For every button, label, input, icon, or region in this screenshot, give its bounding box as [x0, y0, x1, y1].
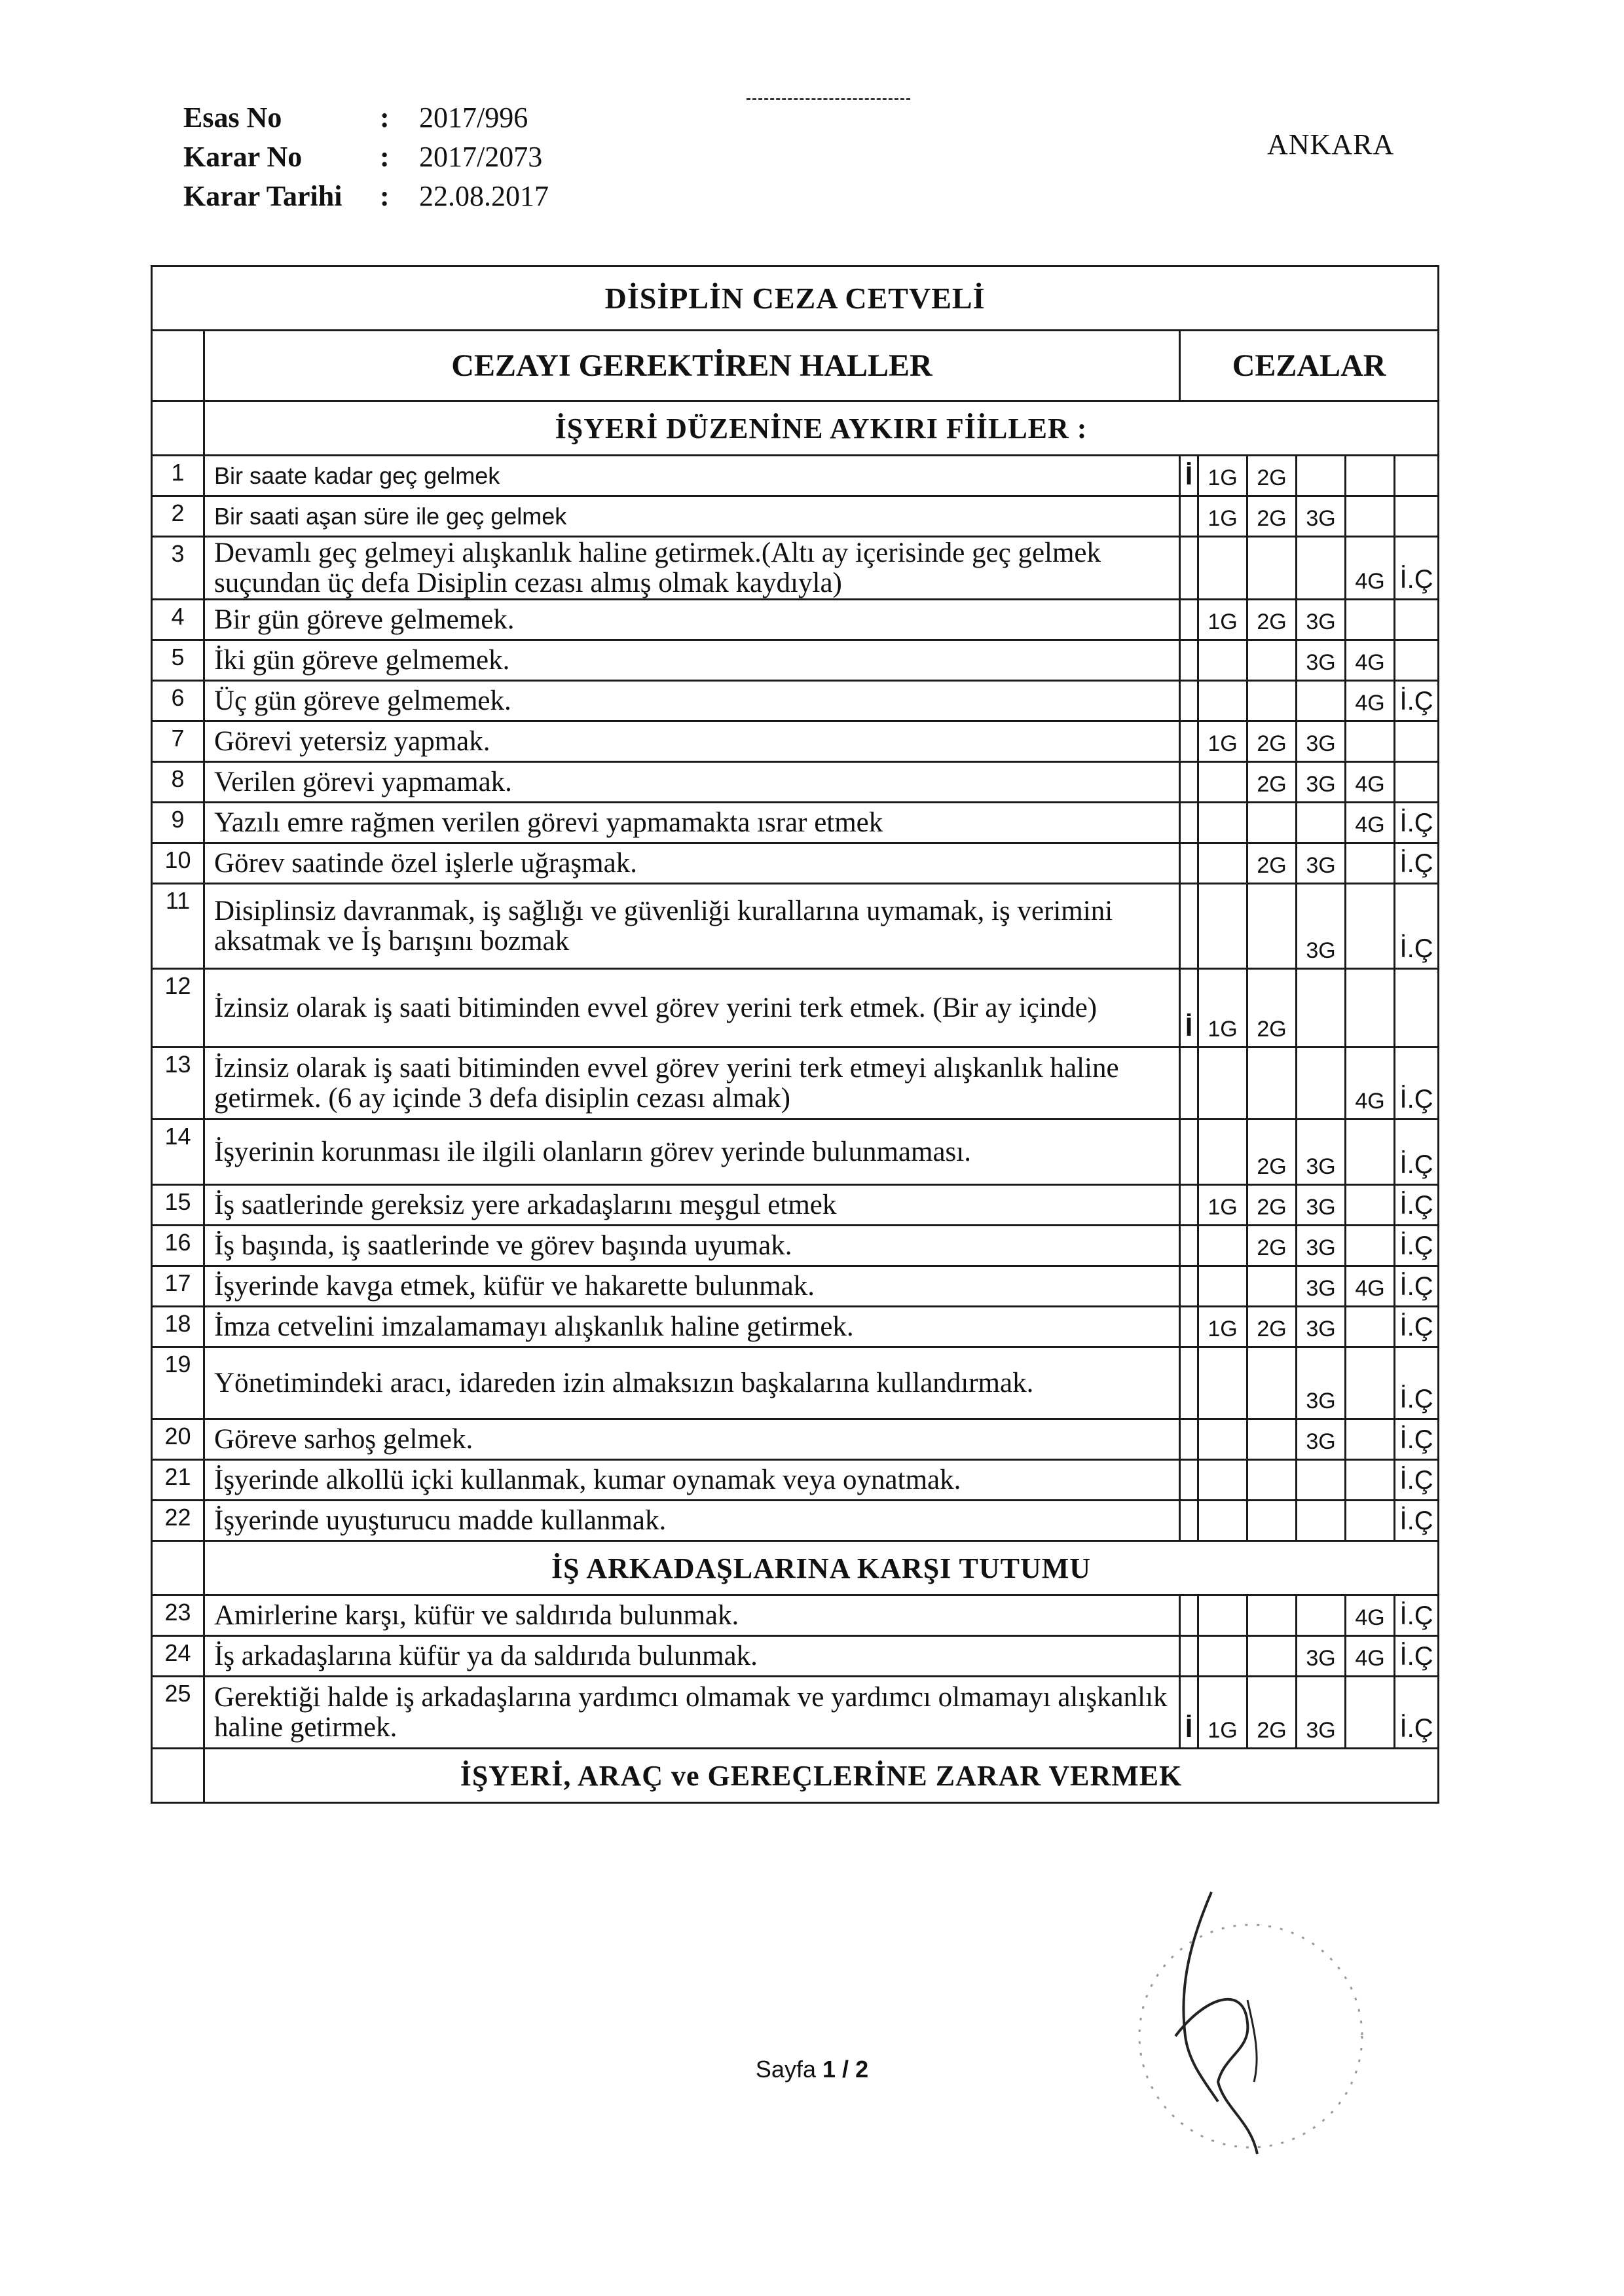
dismissal-cell: İ.Ç	[1395, 1266, 1439, 1307]
offense-description: Görevi yetersiz yapmak.	[204, 721, 1180, 762]
penalty-row	[152, 803, 1439, 843]
warning-flag-cell: İ	[1180, 1677, 1198, 1749]
penalty-row	[152, 1347, 1439, 1419]
warning-flag-cell	[1180, 721, 1198, 762]
penalty-row	[152, 1595, 1439, 1636]
row-number: 9	[152, 803, 204, 843]
field-label: Karar No	[183, 141, 303, 173]
handwritten-signature	[1113, 1886, 1388, 2160]
offense-description: İşyerinde alkollü içki kullanmak, kumar oynamak veya oynatmak.	[204, 1460, 1180, 1501]
warning-flag-cell	[1180, 1266, 1198, 1307]
offense-description: İzinsiz olarak iş saati bitiminden evvel görev yerini terk etmek. (Bir ay içinde)	[204, 969, 1180, 1048]
penalty-cell	[1247, 681, 1297, 721]
penalty-row	[152, 640, 1439, 681]
row-number: 12	[152, 969, 204, 1048]
penalty-cell	[1297, 969, 1346, 1048]
header-spacer-cell	[152, 331, 204, 401]
penalty-row	[152, 600, 1439, 640]
penalty-cell: 3G	[1297, 1185, 1346, 1226]
penalty-cell: 4G	[1346, 803, 1395, 843]
penalty-row	[152, 1120, 1439, 1185]
case-info-row	[183, 98, 549, 137]
section-title: İŞYERİ, ARAÇ ve GEREÇLERİNE ZARAR VERMEK	[204, 1749, 1439, 1803]
city-name: ANKARA	[1267, 128, 1395, 160]
penalty-row	[152, 1226, 1439, 1266]
penalty-cell	[1198, 1266, 1247, 1307]
offense-description: Amirlerine karşı, küfür ve saldırıda bulunmak.	[204, 1595, 1180, 1636]
penalty-cell	[1247, 1347, 1297, 1419]
page-total: 2	[855, 2056, 869, 2083]
discipline-penalty-table	[151, 265, 1439, 1804]
field-colon: :	[380, 101, 390, 134]
penalty-row	[152, 681, 1439, 721]
section-number-spacer	[152, 1749, 204, 1803]
offense-description: İmza cetvelini imzalamamayı alışkanlık haline getirmek.	[204, 1307, 1180, 1347]
penalty-cell: 3G	[1297, 1226, 1346, 1266]
section-number-spacer	[152, 1541, 204, 1595]
field-value: 2017/996	[419, 101, 528, 134]
warning-flag-cell	[1180, 640, 1198, 681]
warning-flag-cell	[1180, 843, 1198, 884]
penalty-row	[152, 1266, 1439, 1307]
dismissal-cell: İ.Ç	[1395, 1307, 1439, 1347]
penalty-cell	[1297, 1460, 1346, 1501]
warning-flag-cell	[1180, 496, 1198, 537]
penalty-cell	[1346, 600, 1395, 640]
dismissal-cell	[1395, 762, 1439, 803]
page-label: Sayfa	[755, 2056, 816, 2083]
penalty-row	[152, 1048, 1439, 1120]
penalty-cell: 3G	[1297, 496, 1346, 537]
penalty-cell: 1G	[1198, 1677, 1247, 1749]
scan-artifact-mark	[747, 98, 910, 104]
offense-description: Göreve sarhoş gelmek.	[204, 1419, 1180, 1460]
penalty-cell	[1198, 803, 1247, 843]
field-label: Karar Tarihi	[183, 180, 342, 212]
field-label: Esas No	[183, 101, 282, 134]
warning-flag-cell	[1180, 762, 1198, 803]
penalty-cell: 3G	[1297, 1266, 1346, 1307]
warning-flag-cell	[1180, 803, 1198, 843]
row-number: 13	[152, 1048, 204, 1120]
row-number: 25	[152, 1677, 204, 1749]
dismissal-cell	[1395, 721, 1439, 762]
penalty-row	[152, 721, 1439, 762]
penalty-cell	[1198, 884, 1247, 969]
penalty-cell	[1346, 1419, 1395, 1460]
offense-description: Üç gün göreve gelmemek.	[204, 681, 1180, 721]
warning-flag-cell	[1180, 537, 1198, 600]
penalty-cell	[1346, 1226, 1395, 1266]
penalty-cell: 2G	[1247, 969, 1297, 1048]
offense-description: Yazılı emre rağmen verilen görevi yapmamakta ısrar etmek	[204, 803, 1180, 843]
offense-description: Devamlı geç gelmeyi alışkanlık haline getirmek.(Altı ay içerisinde geç gelmek suçundan üç defa Disiplin cezası almış olmak kaydıyla)	[204, 537, 1180, 600]
penalty-row	[152, 1419, 1439, 1460]
penalty-cell: 3G	[1297, 1419, 1346, 1460]
penalty-cell: 3G	[1297, 640, 1346, 681]
penalty-cell: 2G	[1247, 1677, 1297, 1749]
penalty-cell	[1198, 1226, 1247, 1266]
row-number: 17	[152, 1266, 204, 1307]
penalty-cell: 4G	[1346, 1595, 1395, 1636]
penalty-cell: 4G	[1346, 1266, 1395, 1307]
penalty-cell	[1198, 640, 1247, 681]
row-number: 16	[152, 1226, 204, 1266]
dismissal-cell: İ.Ç	[1395, 1677, 1439, 1749]
penalty-cell: 3G	[1297, 600, 1346, 640]
penalty-cell	[1198, 1501, 1247, 1541]
penalty-cell: 1G	[1198, 496, 1247, 537]
penalty-cell: 4G	[1346, 762, 1395, 803]
dismissal-cell	[1395, 969, 1439, 1048]
penalty-row	[152, 496, 1439, 537]
case-info-block	[183, 98, 549, 216]
penalty-row	[152, 884, 1439, 969]
row-number: 8	[152, 762, 204, 803]
warning-flag-cell	[1180, 1595, 1198, 1636]
dismissal-cell	[1395, 456, 1439, 496]
penalty-cell	[1247, 640, 1297, 681]
warning-flag-cell	[1180, 1226, 1198, 1266]
penalty-cell	[1346, 969, 1395, 1048]
dismissal-cell: İ.Ç	[1395, 1419, 1439, 1460]
penalty-cell: 1G	[1198, 1185, 1247, 1226]
penalty-cell: 3G	[1297, 1347, 1346, 1419]
penalty-cell	[1198, 1347, 1247, 1419]
penalty-cell	[1346, 1460, 1395, 1501]
penalty-cell: 1G	[1198, 969, 1247, 1048]
row-number: 11	[152, 884, 204, 969]
dismissal-cell: İ.Ç	[1395, 1460, 1439, 1501]
warning-flag-cell	[1180, 1501, 1198, 1541]
warning-flag-cell	[1180, 884, 1198, 969]
row-number: 5	[152, 640, 204, 681]
table-title: DİSİPLİN CEZA CETVELİ	[152, 266, 1439, 331]
offense-description: İşyerinin korunması ile ilgili olanların görev yerinde bulunmaması.	[204, 1120, 1180, 1185]
offense-description: Bir saati aşan süre ile geç gelmek	[204, 496, 1180, 537]
offense-description: İşyerinde uyuşturucu madde kullanmak.	[204, 1501, 1180, 1541]
penalty-cell	[1346, 1501, 1395, 1541]
section-title: İŞ ARKADAŞLARINA KARŞI TUTUMU	[204, 1541, 1439, 1595]
row-number: 23	[152, 1595, 204, 1636]
penalty-cell: 2G	[1247, 843, 1297, 884]
row-number: 10	[152, 843, 204, 884]
field-value: 22.08.2017	[419, 180, 549, 212]
penalty-cell	[1297, 803, 1346, 843]
row-number: 2	[152, 496, 204, 537]
offense-description: Verilen görevi yapmamak.	[204, 762, 1180, 803]
penalty-cell	[1346, 1120, 1395, 1185]
penalty-cell: 2G	[1247, 762, 1297, 803]
penalty-cell: 3G	[1297, 1307, 1346, 1347]
penalty-row	[152, 1501, 1439, 1541]
penalty-row	[152, 456, 1439, 496]
penalty-cell: 2G	[1247, 1307, 1297, 1347]
row-number: 22	[152, 1501, 204, 1541]
penalty-cell: 3G	[1297, 1677, 1346, 1749]
row-number: 19	[152, 1347, 204, 1419]
penalty-row	[152, 969, 1439, 1048]
warning-flag-cell	[1180, 1048, 1198, 1120]
warning-flag-cell: İ	[1180, 969, 1198, 1048]
offense-description: Görev saatinde özel işlerle uğraşmak.	[204, 843, 1180, 884]
penalty-cell	[1346, 1347, 1395, 1419]
penalty-cell	[1297, 1048, 1346, 1120]
penalty-cell	[1297, 456, 1346, 496]
dismissal-cell	[1395, 496, 1439, 537]
offense-description: İş saatlerinde gereksiz yere arkadaşlarını meşgul etmek	[204, 1185, 1180, 1226]
penalty-cell	[1247, 1595, 1297, 1636]
penalty-cell	[1297, 537, 1346, 600]
penalty-cell: 4G	[1346, 1048, 1395, 1120]
penalty-row	[152, 1677, 1439, 1749]
warning-flag-cell: İ	[1180, 456, 1198, 496]
penalty-cell	[1198, 1460, 1247, 1501]
penalty-cell: 4G	[1346, 640, 1395, 681]
penalty-cell	[1297, 681, 1346, 721]
penalty-cell	[1247, 1501, 1297, 1541]
row-number: 15	[152, 1185, 204, 1226]
penalty-cell: 2G	[1247, 1185, 1297, 1226]
penalty-cell: 3G	[1297, 1120, 1346, 1185]
warning-flag-cell	[1180, 1347, 1198, 1419]
penalty-cell	[1247, 884, 1297, 969]
offense-description: İş arkadaşlarına küfür ya da saldırıda bulunmak.	[204, 1636, 1180, 1677]
penalty-cell	[1198, 1595, 1247, 1636]
penalty-cell	[1247, 1636, 1297, 1677]
dismissal-cell: İ.Ç	[1395, 1120, 1439, 1185]
warning-flag-cell	[1180, 1120, 1198, 1185]
offense-description: İşyerinde kavga etmek, küfür ve hakarette bulunmak.	[204, 1266, 1180, 1307]
penalty-row	[152, 762, 1439, 803]
case-info-row	[183, 137, 549, 177]
penalty-cell: 2G	[1247, 1120, 1297, 1185]
penalty-cell	[1297, 1595, 1346, 1636]
dismissal-cell	[1395, 600, 1439, 640]
dismissal-cell: İ.Ç	[1395, 537, 1439, 600]
penalty-cell: 2G	[1247, 1226, 1297, 1266]
penalty-cell	[1198, 1048, 1247, 1120]
dismissal-cell: İ.Ç	[1395, 1185, 1439, 1226]
section-title: İŞYERİ DÜZENİNE AYKIRI FİİLLER :	[204, 401, 1439, 456]
row-number: 1	[152, 456, 204, 496]
penalty-cell	[1198, 762, 1247, 803]
penalty-cell: 4G	[1346, 537, 1395, 600]
penalty-cell: 3G	[1297, 1636, 1346, 1677]
case-info-row	[183, 177, 549, 216]
offense-description: Disiplinsiz davranmak, iş sağlığı ve güvenliği kurallarına uymamak, iş verimini aksatmak ve İş barışını bozmak	[204, 884, 1180, 969]
dismissal-cell: İ.Ç	[1395, 1501, 1439, 1541]
penalty-cell: 3G	[1297, 843, 1346, 884]
penalty-cell	[1198, 537, 1247, 600]
dismissal-cell: İ.Ç	[1395, 884, 1439, 969]
penalty-cell: 4G	[1346, 681, 1395, 721]
offense-description: İş başında, iş saatlerinde ve görev başında uyumak.	[204, 1226, 1180, 1266]
warning-flag-cell	[1180, 1636, 1198, 1677]
penalty-cell: 4G	[1346, 1636, 1395, 1677]
dismissal-cell: İ.Ç	[1395, 1048, 1439, 1120]
dismissal-cell: İ.Ç	[1395, 1636, 1439, 1677]
row-number: 14	[152, 1120, 204, 1185]
warning-flag-cell	[1180, 1419, 1198, 1460]
field-value: 2017/2073	[419, 141, 543, 173]
penalty-cell	[1346, 1185, 1395, 1226]
row-number: 6	[152, 681, 204, 721]
row-number: 4	[152, 600, 204, 640]
penalty-cell: 3G	[1297, 762, 1346, 803]
penalty-cell: 1G	[1198, 456, 1247, 496]
dismissal-cell	[1395, 640, 1439, 681]
penalty-row	[152, 1460, 1439, 1501]
penalty-cell	[1247, 1048, 1297, 1120]
penalty-cell	[1247, 1419, 1297, 1460]
offense-description: İki gün göreve gelmemek.	[204, 640, 1180, 681]
page-number	[0, 2056, 1624, 2083]
penalty-cell	[1198, 1636, 1247, 1677]
penalty-cell	[1346, 721, 1395, 762]
penalty-cell: 1G	[1198, 1307, 1247, 1347]
section-number-spacer	[152, 401, 204, 456]
penalty-cell	[1297, 1501, 1346, 1541]
offense-description: İzinsiz olarak iş saati bitiminden evvel görev yerini terk etmeyi alışkanlık haline getirmek. (6 ay içinde 3 defa disiplin cezası almak)	[204, 1048, 1180, 1120]
offense-description: Bir saate kadar geç gelmek	[204, 456, 1180, 496]
penalty-cell: 2G	[1247, 600, 1297, 640]
field-colon: :	[380, 141, 390, 173]
offense-description: Bir gün göreve gelmemek.	[204, 600, 1180, 640]
penalties-column-header: CEZALAR	[1180, 331, 1439, 401]
row-number: 3	[152, 537, 204, 600]
offense-description: Gerektiği halde iş arkadaşlarına yardımcı olmamak ve yardımcı olmamayı alışkanlık haline getirmek.	[204, 1677, 1180, 1749]
warning-flag-cell	[1180, 1460, 1198, 1501]
penalty-cell	[1247, 1266, 1297, 1307]
page-separator: /	[842, 2056, 849, 2083]
cases-column-header: CEZAYI GEREKTİREN HALLER	[204, 331, 1180, 401]
penalty-row	[152, 1636, 1439, 1677]
warning-flag-cell	[1180, 600, 1198, 640]
warning-flag-cell	[1180, 1185, 1198, 1226]
dismissal-cell: İ.Ç	[1395, 843, 1439, 884]
penalty-cell	[1198, 1120, 1247, 1185]
penalty-cell	[1346, 456, 1395, 496]
dismissal-cell: İ.Ç	[1395, 1347, 1439, 1419]
row-number: 18	[152, 1307, 204, 1347]
row-number: 20	[152, 1419, 204, 1460]
penalty-cell	[1247, 803, 1297, 843]
penalty-cell: 2G	[1247, 456, 1297, 496]
penalty-cell	[1198, 843, 1247, 884]
dismissal-cell: İ.Ç	[1395, 803, 1439, 843]
warning-flag-cell	[1180, 681, 1198, 721]
penalty-cell: 1G	[1198, 600, 1247, 640]
page-current: 1	[822, 2056, 836, 2083]
field-colon: :	[380, 180, 390, 212]
penalty-cell	[1198, 681, 1247, 721]
penalty-cell	[1198, 1419, 1247, 1460]
dismissal-cell: İ.Ç	[1395, 681, 1439, 721]
dismissal-cell: İ.Ç	[1395, 1226, 1439, 1266]
penalty-row	[152, 537, 1439, 600]
penalty-cell: 1G	[1198, 721, 1247, 762]
dismissal-cell: İ.Ç	[1395, 1595, 1439, 1636]
penalty-row	[152, 1307, 1439, 1347]
penalty-cell	[1346, 843, 1395, 884]
row-number: 21	[152, 1460, 204, 1501]
penalty-cell	[1247, 537, 1297, 600]
row-number: 24	[152, 1636, 204, 1677]
penalty-cell: 2G	[1247, 496, 1297, 537]
offense-description: Yönetimindeki aracı, idareden izin almaksızın başkalarına kullandırmak.	[204, 1347, 1180, 1419]
penalty-cell	[1247, 1460, 1297, 1501]
penalty-cell: 3G	[1297, 721, 1346, 762]
penalty-cell	[1346, 1307, 1395, 1347]
penalty-row	[152, 843, 1439, 884]
penalty-cell: 3G	[1297, 884, 1346, 969]
penalty-cell	[1346, 884, 1395, 969]
penalty-cell	[1346, 496, 1395, 537]
penalty-row	[152, 1185, 1439, 1226]
penalty-cell: 2G	[1247, 721, 1297, 762]
row-number: 7	[152, 721, 204, 762]
penalty-cell	[1346, 1677, 1395, 1749]
warning-flag-cell	[1180, 1307, 1198, 1347]
